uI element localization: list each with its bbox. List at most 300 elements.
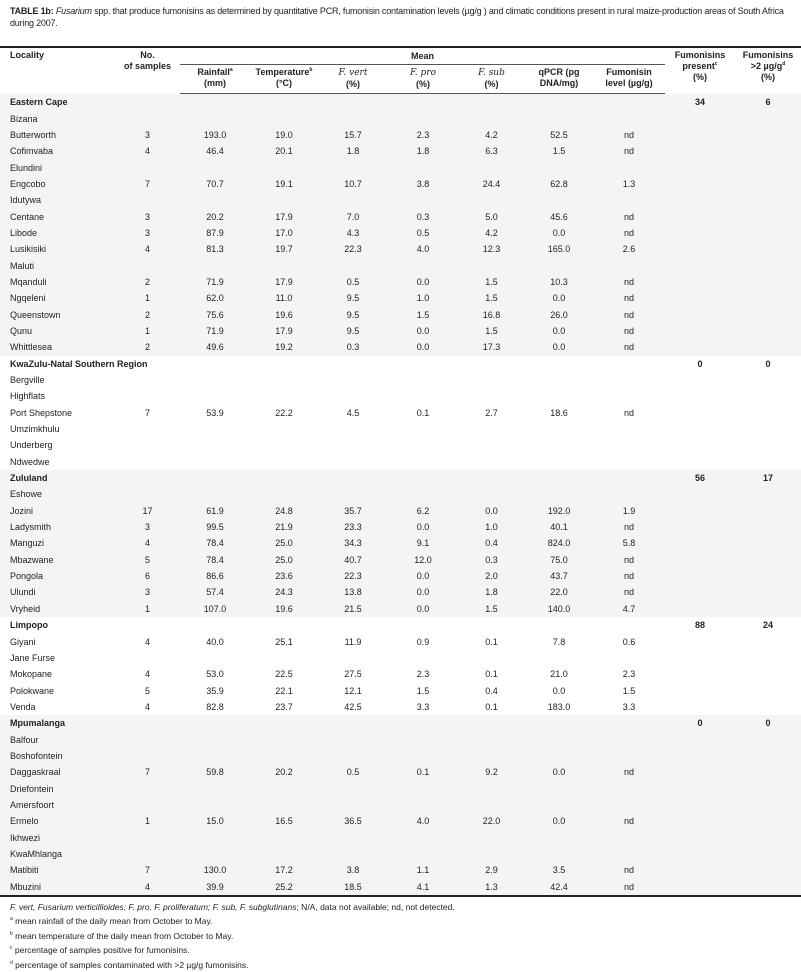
cell-locality: Vryheid: [0, 601, 115, 617]
cell-fsub: [458, 372, 525, 388]
cell-fpro: 3.8: [388, 176, 458, 192]
cell-qpcr: [525, 192, 593, 208]
cell-fumonisins-gt2: [735, 503, 801, 519]
cell-temperature: 17.9: [250, 208, 318, 224]
cell-fvert: 23.3: [318, 519, 388, 535]
cell-fvert: 21.5: [318, 601, 388, 617]
cell-qpcr: [525, 437, 593, 453]
cell-fumonisins-present: [665, 552, 735, 568]
cell-rainfall: 20.2: [180, 208, 250, 224]
cell-qpcr: 165.0: [525, 241, 593, 257]
cell-temperature: 17.2: [250, 862, 318, 878]
header-fumonisins-present: Fumonisins present$^c$ (%): [665, 47, 735, 94]
cell-fpro: [388, 454, 458, 470]
cell-fvert: 0.5: [318, 274, 388, 290]
cell-temperature: 16.5: [250, 813, 318, 829]
cell-fumonisin-level: nd: [593, 879, 665, 896]
cell-locality: Ngqeleni: [0, 290, 115, 306]
cell-qpcr: [525, 372, 593, 388]
table-row: [0, 257, 801, 273]
cell-no-samples: [115, 192, 180, 208]
cell-qpcr: 52.5: [525, 127, 593, 143]
cell-fumonisin-level: nd: [593, 552, 665, 568]
cell-fsub: 0.4: [458, 535, 525, 551]
cell-fumonisins-gt2: [735, 780, 801, 796]
table-row: [0, 699, 801, 715]
cell-fumonisin-level: [593, 797, 665, 813]
cell-rainfall: [180, 486, 250, 502]
cell-fsub: 1.5: [458, 601, 525, 617]
cell-no-samples: [115, 650, 180, 666]
cell-temperature: [250, 437, 318, 453]
cell-fsub: [458, 388, 525, 404]
cell-fsub: 0.1: [485, 636, 498, 647]
cell-fumonisin-level: [593, 257, 665, 273]
cell-fvert: [318, 159, 388, 175]
table-footnotes: [10, 900, 455, 972]
fumonisins-present: 88: [695, 620, 706, 631]
cell-no-samples: [115, 388, 180, 404]
cell-no-samples: 1: [115, 290, 180, 306]
cell-rainfall: 78.4: [180, 535, 250, 551]
cell-temperature: [250, 731, 318, 747]
cell-fumonisins-gt2: [735, 241, 801, 257]
cell-fsub: [458, 159, 525, 175]
cell-no-samples: 4: [144, 701, 150, 712]
cell-rainfall: 53.9: [206, 407, 224, 418]
footnote-b: $^b$ mean temperature of the daily mean from October to May.: [10, 930, 234, 941]
cell-locality: Elundini: [0, 159, 115, 175]
cell-qpcr: 26.0: [525, 306, 593, 322]
cell-fsub: 0.0: [458, 503, 525, 519]
cell-fvert: 4.3: [318, 225, 388, 241]
cell-fumonisins-gt2: [735, 176, 801, 192]
cell-no-samples: 4: [115, 535, 180, 551]
cell-fumonisins-present: [665, 797, 735, 813]
cell-fvert: 7.0: [318, 208, 388, 224]
cell-qpcr: [525, 650, 593, 666]
cell-fsub: [458, 650, 525, 666]
cell-no-samples: [115, 780, 180, 796]
cell-fvert: [318, 748, 388, 764]
cell-fvert: [318, 437, 388, 453]
cell-fumonisin-level: nd: [593, 339, 665, 355]
cell-rainfall: 49.6: [180, 339, 250, 355]
cell-qpcr: 18.6: [550, 407, 568, 418]
cell-fvert: 27.5: [344, 669, 362, 680]
cell-fsub: [458, 437, 525, 453]
cell-fumonisin-level: [593, 454, 665, 470]
cell-fumonisin-level: [593, 192, 665, 208]
region-name: Mpumalanga: [0, 715, 665, 731]
cell-no-samples: 17: [115, 503, 180, 519]
cell-locality: Amersfoort: [0, 797, 115, 813]
cell-fumonisins-present: [665, 813, 735, 829]
cell-fsub: 1.5: [458, 290, 525, 306]
cell-fumonisins-gt2: [735, 879, 801, 896]
table-row: [0, 241, 801, 257]
table-row: [0, 535, 801, 551]
cell-fpro: [388, 846, 458, 862]
cell-fpro: [388, 437, 458, 453]
region-row: [0, 470, 801, 486]
cell-qpcr: 3.5: [525, 862, 593, 878]
cell-fumonisins-present: [665, 290, 735, 306]
cell-qpcr: 183.0: [547, 701, 571, 712]
cell-qpcr: [525, 486, 593, 502]
cell-fumonisins-present: [665, 862, 735, 878]
cell-fumonisins-present: [665, 503, 735, 519]
cell-locality: Engcobo: [0, 176, 115, 192]
cell-temperature: 17.9: [250, 274, 318, 290]
cell-rainfall: 57.4: [180, 584, 250, 600]
cell-fumonisin-level: [593, 650, 665, 666]
cell-fumonisins-gt2: [735, 552, 801, 568]
cell-fumonisins-gt2: [735, 388, 801, 404]
table-row: [0, 503, 801, 519]
cell-fumonisins-gt2: [735, 454, 801, 470]
cell-fvert: 1.8: [318, 143, 388, 159]
cell-temperature: 19.6: [250, 601, 318, 617]
cell-temperature: [250, 421, 318, 437]
cell-fumonisins-present: [665, 372, 735, 388]
cell-no-samples: 7: [144, 407, 150, 418]
cell-qpcr: 0.0: [525, 764, 593, 780]
header-locality: Locality: [0, 47, 115, 94]
cell-fsub: [458, 731, 525, 747]
cell-fumonisins-present: [665, 143, 735, 159]
cell-no-samples: 3: [115, 127, 180, 143]
cell-fpro: [388, 257, 458, 273]
cell-temperature: 25.0: [250, 535, 318, 551]
cell-fumonisins-gt2: [735, 323, 801, 339]
header-qpcr: qPCR (pg DNA/mg): [525, 65, 593, 94]
cell-fpro: 1.0: [388, 290, 458, 306]
cell-no-samples: [115, 797, 180, 813]
cell-no-samples: 1: [115, 601, 180, 617]
cell-temperature: [250, 110, 318, 126]
cell-fumonisins-present: [665, 454, 735, 470]
cell-rainfall: [180, 650, 250, 666]
cell-qpcr: 62.8: [525, 176, 593, 192]
cell-fsub: 5.0: [458, 208, 525, 224]
cell-rainfall: 53.0: [206, 669, 224, 680]
cell-rainfall: 87.9: [180, 225, 250, 241]
table-row: [0, 519, 801, 535]
cell-no-samples: 3: [115, 519, 180, 535]
cell-fumonisin-level: [593, 110, 665, 126]
table-caption: [10, 5, 795, 29]
cell-fumonisins-present: [665, 879, 735, 896]
cell-fsub: [458, 257, 525, 273]
cell-no-samples: 4: [144, 669, 150, 680]
cell-fsub: [458, 421, 525, 437]
cell-temperature: 19.2: [250, 339, 318, 355]
cell-fumonisins-present: [665, 339, 735, 355]
cell-temperature: 19.7: [250, 241, 318, 257]
cell-locality: Ikhwezi: [0, 829, 115, 845]
cell-locality: Pongola: [0, 568, 115, 584]
cell-no-samples: 2: [115, 306, 180, 322]
cell-qpcr: 42.4: [525, 879, 593, 896]
cell-fpro: 4.0: [388, 241, 458, 257]
cell-locality: Polokwane: [10, 685, 55, 696]
cell-fumonisins-gt2: [735, 601, 801, 617]
cell-temperature: [250, 159, 318, 175]
cell-fumonisin-level: 3.3: [622, 701, 636, 712]
cell-fpro: 1.1: [388, 862, 458, 878]
cell-qpcr: 10.3: [525, 274, 593, 290]
cell-fsub: [458, 192, 525, 208]
cell-rainfall: 15.0: [180, 813, 250, 829]
cell-fpro: 6.2: [388, 503, 458, 519]
cell-fumonisins-present: [665, 682, 735, 698]
cell-fsub: [458, 486, 525, 502]
table-row: [0, 143, 801, 159]
cell-temperature: 21.9: [250, 519, 318, 535]
cell-no-samples: 3: [115, 208, 180, 224]
cell-fsub: 2.7: [485, 407, 498, 418]
cell-locality: Venda: [10, 701, 36, 712]
cell-locality: Queenstown: [0, 306, 115, 322]
cell-fumonisin-level: 1.5: [622, 685, 636, 696]
table-row: [0, 568, 801, 584]
cell-fumonisin-level: nd: [593, 862, 665, 878]
table-row: [0, 405, 801, 421]
cell-fpro: 1.5: [388, 306, 458, 322]
region-name: Limpopo: [10, 620, 48, 631]
cell-fumonisins-gt2: [735, 666, 801, 682]
cell-temperature: [250, 372, 318, 388]
table-row: [0, 764, 801, 780]
fumonisins-gt2: 17: [735, 470, 801, 486]
cell-fvert: 36.5: [318, 813, 388, 829]
cell-fumonisins-present: [665, 535, 735, 551]
cell-fsub: [458, 454, 525, 470]
cell-fpro: [388, 372, 458, 388]
cell-fvert: [318, 780, 388, 796]
cell-no-samples: [115, 421, 180, 437]
cell-qpcr: 75.0: [525, 552, 593, 568]
cell-fvert: 9.5: [318, 323, 388, 339]
header-fpro: F. pro (%): [388, 65, 458, 94]
cell-qpcr: 40.1: [525, 519, 593, 535]
cell-qpcr: 45.6: [525, 208, 593, 224]
cell-fumonisin-level: [593, 388, 665, 404]
cell-no-samples: 7: [115, 764, 180, 780]
cell-locality: Boshofontein: [0, 748, 115, 764]
cell-fpro: 0.0: [388, 584, 458, 600]
cell-fumonisin-level: nd: [593, 208, 665, 224]
cell-locality: Butterworth: [0, 127, 115, 143]
table-row: [0, 110, 801, 126]
cell-fumonisins-gt2: [735, 748, 801, 764]
table-row: [0, 159, 801, 175]
region-row: [0, 617, 801, 633]
cell-fvert: 40.7: [318, 552, 388, 568]
cell-rainfall: [180, 257, 250, 273]
cell-fumonisins-gt2: [735, 306, 801, 322]
cell-fumonisins-gt2: [735, 437, 801, 453]
table-row: [0, 633, 801, 649]
cell-fsub: 24.4: [458, 176, 525, 192]
cell-fpro: 4.0: [388, 813, 458, 829]
cell-qpcr: [525, 454, 593, 470]
cell-qpcr: 7.8: [552, 636, 566, 647]
cell-fsub: 1.5: [458, 274, 525, 290]
cell-qpcr: [525, 829, 593, 845]
cell-fumonisins-gt2: [735, 159, 801, 175]
footnote-c: $^c$ percentage of samples positive for fumonisins.: [10, 945, 190, 956]
cell-locality: Libode: [0, 225, 115, 241]
fumonisins-gt2: 6: [735, 94, 801, 111]
cell-fvert: [318, 192, 388, 208]
cell-temperature: 22.5: [275, 669, 293, 680]
cell-fpro: 3.3: [416, 701, 430, 712]
cell-fsub: 1.3: [458, 879, 525, 896]
cell-rainfall: 71.9: [180, 323, 250, 339]
cell-fvert: 22.3: [318, 241, 388, 257]
cell-fumonisins-present: [665, 829, 735, 845]
fumonisins-present: 56: [665, 470, 735, 486]
cell-rainfall: [180, 846, 250, 862]
cell-fsub: 0.3: [458, 552, 525, 568]
cell-temperature: [250, 846, 318, 862]
cell-locality: Eshowe: [0, 486, 115, 502]
cell-fvert: 34.3: [318, 535, 388, 551]
cell-fpro: [388, 159, 458, 175]
cell-fumonisins-gt2: [735, 846, 801, 862]
cell-fvert: 3.8: [318, 862, 388, 878]
cell-qpcr: 0.0: [525, 225, 593, 241]
cell-rainfall: 35.9: [206, 685, 224, 696]
cell-fumonisin-level: 5.8: [593, 535, 665, 551]
cell-temperature: 20.1: [250, 143, 318, 159]
cell-fsub: 2.9: [458, 862, 525, 878]
cell-temperature: 24.3: [250, 584, 318, 600]
cell-temperature: 25.2: [250, 879, 318, 896]
cell-fumonisin-level: nd: [593, 813, 665, 829]
cell-rainfall: 99.5: [180, 519, 250, 535]
footnote-d: $^d$ percentage of samples contaminated with >2 µg/g fumonisins.: [10, 959, 249, 970]
cell-fsub: [458, 780, 525, 796]
cell-qpcr: 22.0: [525, 584, 593, 600]
cell-no-samples: [115, 159, 180, 175]
cell-fumonisin-level: nd: [593, 290, 665, 306]
table-row: [0, 192, 801, 208]
cell-qpcr: [525, 797, 593, 813]
cell-no-samples: 7: [115, 176, 180, 192]
fumonisins-present: 34: [665, 94, 735, 111]
cell-locality: Daggaskraal: [0, 764, 115, 780]
cell-fvert: [318, 372, 388, 388]
cell-locality: Ndwedwe: [10, 456, 50, 467]
cell-no-samples: 5: [144, 685, 150, 696]
table-row: [0, 829, 801, 845]
cell-fumonisin-level: nd: [593, 568, 665, 584]
cell-no-samples: [115, 748, 180, 764]
cell-fumonisins-gt2: [735, 813, 801, 829]
cell-no-samples: 1: [115, 813, 180, 829]
cell-fumonisins-gt2: [735, 862, 801, 878]
cell-fsub: 17.3: [458, 339, 525, 355]
cell-fumonisins-present: [665, 486, 735, 502]
cell-fpro: 4.1: [388, 879, 458, 896]
cell-rainfall: [180, 437, 250, 453]
cell-locality: Underberg: [10, 440, 53, 451]
cell-fpro: 1.8: [388, 143, 458, 159]
cell-fumonisins-gt2: [735, 535, 801, 551]
cell-rainfall: 82.8: [206, 701, 224, 712]
table-row: [0, 780, 801, 796]
table-row: [0, 127, 801, 143]
cell-fumonisins-present: [665, 323, 735, 339]
cell-locality: Giyani: [10, 636, 36, 647]
table-row: [0, 225, 801, 241]
cell-fumonisins-gt2: [735, 127, 801, 143]
table-row: [0, 682, 801, 698]
table-row: [0, 323, 801, 339]
cell-fumonisins-gt2: [735, 764, 801, 780]
cell-fumonisins-gt2: [735, 257, 801, 273]
footnote-abbreviations: F. vert, Fusarium verticillioides; F. pro, F. proliferatum; F. sub, F. subglutinans; N/A, data not available; nd, not detected.: [10, 902, 455, 912]
cell-no-samples: [115, 372, 180, 388]
table-row: [0, 666, 801, 682]
cell-fvert: 0.3: [318, 339, 388, 355]
cell-fpro: 0.0: [388, 339, 458, 355]
cell-temperature: [250, 650, 318, 666]
cell-fsub: 22.0: [458, 813, 525, 829]
cell-qpcr: [525, 748, 593, 764]
cell-fsub: 1.8: [458, 584, 525, 600]
cell-qpcr: 140.0: [525, 601, 593, 617]
cell-fumonisins-gt2: [735, 372, 801, 388]
cell-fumonisin-level: nd: [593, 764, 665, 780]
cell-fumonisin-level: [593, 421, 665, 437]
cell-no-samples: [115, 110, 180, 126]
cell-fumonisins-gt2: [735, 208, 801, 224]
cell-rainfall: 107.0: [180, 601, 250, 617]
cell-fumonisins-gt2: [735, 225, 801, 241]
cell-locality: Qunu: [0, 323, 115, 339]
cell-locality: Bergville: [10, 375, 45, 386]
cell-no-samples: 4: [115, 143, 180, 159]
cell-fumonisins-present: [665, 241, 735, 257]
cell-fvert: [318, 846, 388, 862]
cell-fvert: 4.5: [346, 407, 360, 418]
cell-qpcr: 0.0: [525, 323, 593, 339]
cell-fsub: 4.2: [458, 127, 525, 143]
cell-fpro: [388, 650, 458, 666]
cell-fsub: 4.2: [458, 225, 525, 241]
cell-no-samples: 1: [115, 323, 180, 339]
cell-fpro: [388, 110, 458, 126]
cell-fvert: [318, 388, 388, 404]
table-body: [0, 94, 801, 896]
cell-temperature: [250, 486, 318, 502]
cell-fsub: 12.3: [458, 241, 525, 257]
cell-temperature: 22.2: [275, 407, 293, 418]
cell-fvert: [318, 454, 388, 470]
cell-fpro: 12.0: [388, 552, 458, 568]
table-row: [0, 862, 801, 878]
cell-fvert: [318, 257, 388, 273]
cell-fpro: [388, 748, 458, 764]
table-row: [0, 797, 801, 813]
cell-fumonisin-level: [593, 486, 665, 502]
cell-locality: Driefontein: [0, 780, 115, 796]
cell-fpro: [388, 486, 458, 502]
